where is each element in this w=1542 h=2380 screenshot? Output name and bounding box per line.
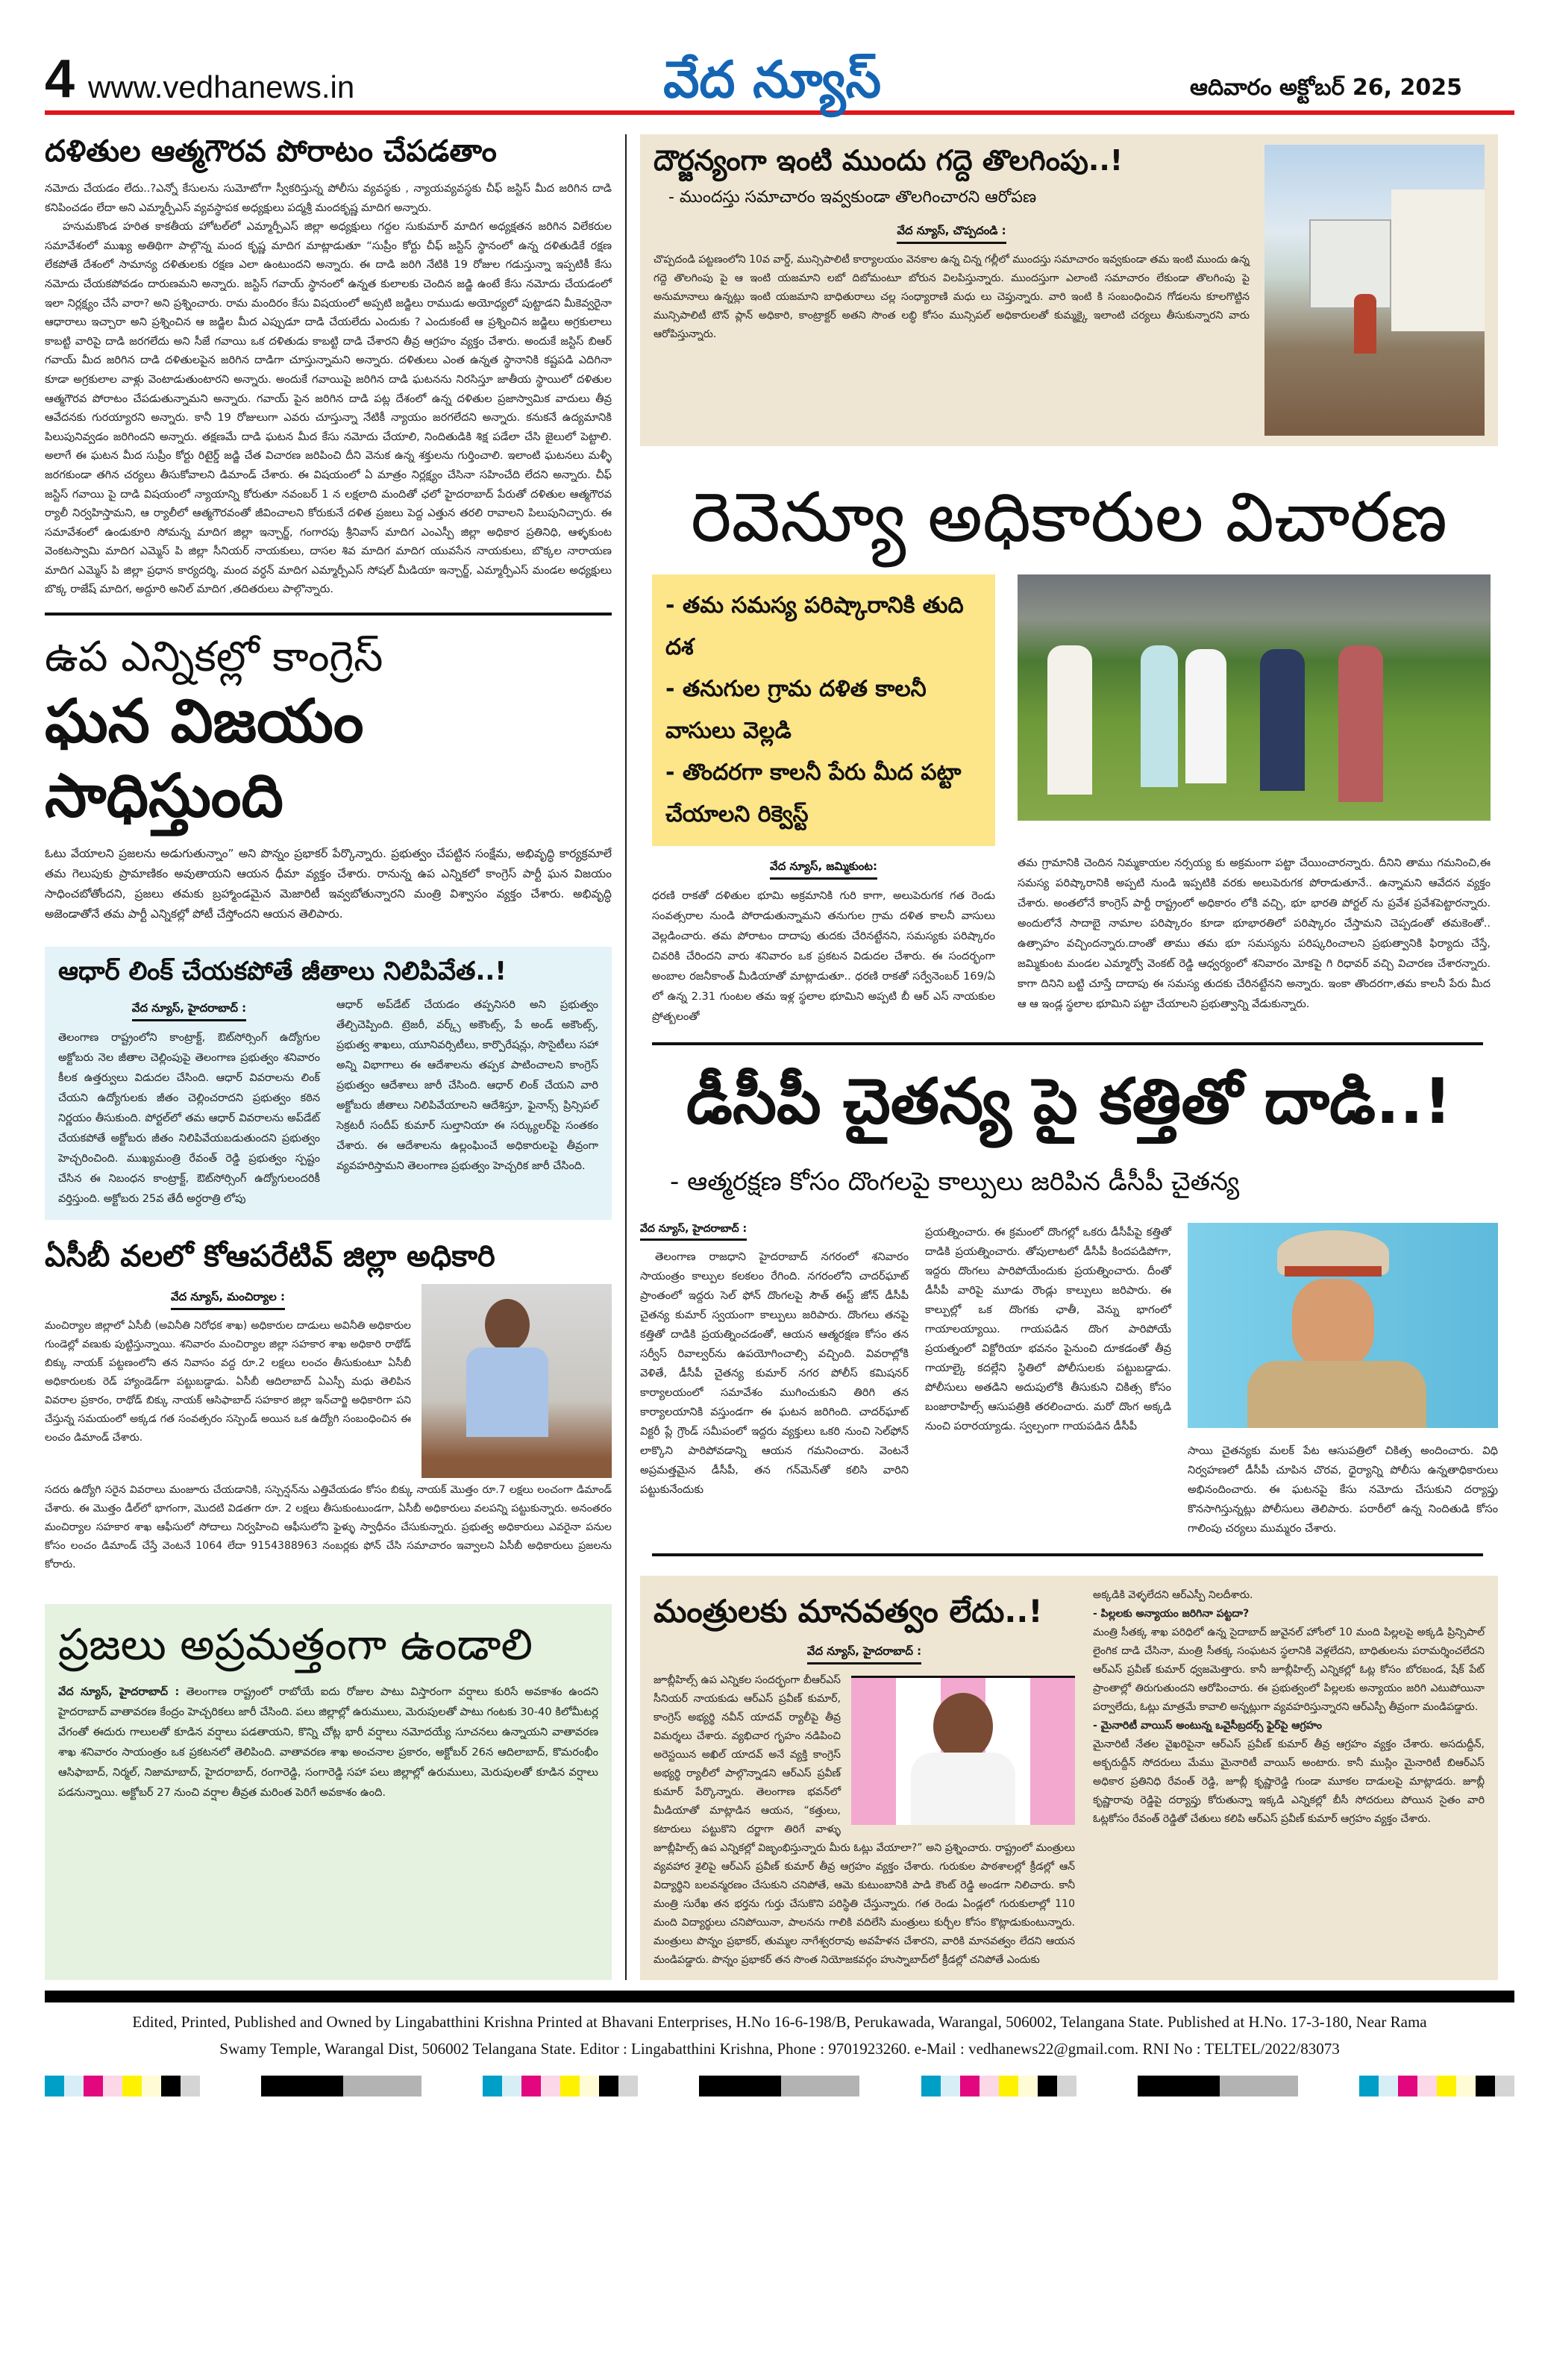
- headline-dcp: డీసీపీ చైతన్య పై కత్తితో దాడి..!: [686, 1065, 1452, 1138]
- revenue-body-col1: [652, 854, 995, 1027]
- article-acb: [45, 1239, 612, 1574]
- headline: మంత్రులకు మానవత్వం లేదు..!: [654, 1593, 1043, 1629]
- article-dalit: [45, 134, 612, 599]
- headline: దౌర్జన్యంగా ఇంటి ముందు గద్దె తొలగింపు..!: [654, 144, 1123, 177]
- byline: వేద న్యూస్, హైదరాబాద్ :: [640, 1223, 747, 1241]
- right-column: [640, 134, 1498, 1980]
- masthead: [45, 30, 1514, 110]
- article-body: ప్రయత్నించారు. ఈ క్రమంలో దొంగల్లో ఒకరు డీసీపీపై కత్తితో దాడికి ప్రయత్నించారు. తోపులాటలో డీసీపీ కిందపడిపోగా, ఇద్దరు దొంగలు పారిపోయేందుకు ప్రయత్నించారు. దీంతో డీసీపీ వారిపై మూడు రౌండ్లు కాల్పులు జరిపారు. ఈ కాల్పుల్లో ఒక దొంగకు ఛాతీ, వెన్ను భాగంలో గాయాలయ్యాయి. గాయపడిన దొంగ పారిపోయే ప్రయత్నంలో విక్టోరియా భవనం పైనుంచి దూకడంతో తీవ్ర గాయాల్కై కదల్లేని స్థితిలో పోలీసులకు పట్టుబడ్డాడు. పోలీసులు అతడిని అదుపులోకి తీసుకుని చికిత్స కోసం బంజారాహిల్స్ ఆసుపత్రికి తరలించారు. మరో దొంగ అక్కడి నుంచి పరారయ్యాడు. స్వల్పంగా గాయపడిన డీసీపీ: [925, 1226, 1171, 1432]
- byline: వేద న్యూస్, చొప్పదండి :: [897, 224, 1006, 244]
- highlight-item: - తమ సమస్య పరిష్కారానికి తుది దశ: [665, 592, 964, 660]
- highlight-item: - తనుగుల గ్రామ దళిత కాలనీ వాసులు వెల్లడి: [665, 676, 927, 744]
- dcp-photo: [1188, 1223, 1498, 1428]
- field-inspection-photo: [1018, 574, 1491, 821]
- article-body: తెలంగాణ రాష్ట్రంలోని కాంట్రాక్ట్, ఔట్‌సోర్సింగ్ ఉద్యోగుల అక్టోబరు నెల జీతాల చెల్లింపుపై తెలంగాణ ప్రభుత్వం శనివారం కీలక ఉత్తర్వులు విడుదల చేసింది. ఆధార్ వివరాలను లింక్ చేయని ఉద్యోగులకు జీతం చెల్లించరాదని ప్రభుత్వం కఠిన నిర్ణయం తీసుకుంది. పోర్టల్‌లో తమ ఆధార్ వివరాలను అప్‌డేట్ చేయకపోతే అక్టోబరు జీతం నిలిపివేయబడుతుందని ప్రభుత్వం హెచ్చరించింది. ముఖ్యమంత్రి రేవంత్ రెడ్డి ప్రభుత్వం స్పష్టం చేసిన ఈ నిబంధన కాంట్రాక్ట్, ఔట్‌సోర్సింగ్ ఉద్యోగులందరికీ వర్తిస్తుంది. అక్టోబరు 25వ తేదీ అర్ధరాత్రి లోపు: [58, 1032, 320, 1206]
- color-registration-bar: [45, 2076, 200, 2096]
- website-url[interactable]: www.vedhanews.in: [88, 69, 355, 104]
- article-body: జూబ్లీహిల్స్ ఉప ఎన్నికల సందర్భంగా బీఆర్ఎస్ సీనియర్ నాయకుడు ఆర్ఎస్ ప్రవీణ్ కుమార్, కాంగ్రెస్ అభ్యర్థి నవీన్ యాదవ్ ర్యాలీపై తీవ్ర విమర్శలు చేశారు. వ్యభిచార గృహం నడిపించి అరెస్టయిన అఖిల్ యాదవ్ అనే వ్యక్తి కాంగ్రెస్ అభ్యర్థి ర్యాలీలో పాల్గొన్నాడని ఆర్ఎస్ ప్రవీణ్ కుమార్ పేర్కొన్నారు. తెలంగాణ భవన్‌లో మీడియాతో మాట్లాడిన ఆయన, “కత్తులు, కటారులు పట్టుకొని దర్జాగా తిరిగే వాళ్ళు జూబ్లీహిల్స్ ఉప ఎన్నికల్లో విజృంభిస్తున్నారు మీరు ఓట్లు వేయాలా?” అని ప్రశ్నించారు. రాష్ట్రంలో మంత్రులు వ్యవహార శైలిపై ఆర్ఎస్ ప్రవీణ్ కుమార్ తీవ్ర ఆగ్రహం వ్యక్తం చేశారు. గురుకుల పాఠశాలల్లో క్రీడల్లో ఆన్ విద్యార్థిని బలవన్మరణం చేసుకుని చనిపోతే, ఆమె కుటుంబానికి పాడి కౌంట్ రెడ్డి అండగా నిలిచారు. కానీ మంత్రి సురేఖ తన భర్తను గుర్తు చేసుకొని పరిస్థితి చేస్తున్నారు. గత రెండు ఏండ్లలో గురుకులాల్లో 110 మంది విద్యార్థులు చనిపోయినా, పాలనను గాలికి వదిలేసి మంత్రులు కుర్చీల కోసం కొట్లాడుకుంటున్నారు. మంత్రులు పొన్నం ప్రభాకర్, తుమ్మల నాగేశ్వరరావు అవహేళన చేశారని, వారికి మానవత్వం లేదని ఆయన మండిపడ్డారు. పొన్నం ప్రభాకర్ తన సొంత నియోజకవర్గం హుస్నాబాద్‌లో క్రీడల్లో చనిపోతే ఎందుకు: [654, 1674, 1075, 1967]
- revenue-highlights: [652, 574, 995, 846]
- acb-officer-photo: [421, 1284, 612, 1478]
- color-registration-bar: [699, 2076, 859, 2096]
- section-rule: [652, 1553, 1483, 1556]
- article-aadhaar: [45, 947, 612, 1220]
- highlight-item: - తొందరగా కాలనీ పేరు మీద పట్టా చేయాలని రిక్వెస్ట్: [665, 760, 962, 827]
- article-congress: [45, 630, 612, 924]
- headline: దళితుల ఆత్మగౌరవ పోరాటం చేపడతాం: [45, 134, 497, 169]
- page-number: 4: [45, 49, 75, 109]
- color-registration-bar: [261, 2076, 421, 2096]
- headline: ప్రజలు అప్రమత్తంగా ఉండాలి: [58, 1619, 533, 1670]
- byline: వేద న్యూస్, జమ్మికుంట:: [770, 859, 877, 880]
- article-body: మంత్రి సీతక్క శాఖ పరిధిలో ఉన్న సైదాబాద్ జువైనల్ హోంలో 10 మంది పిల్లలపై అక్కడి ప్రిన్సిపాల్ లైంగిక దాడి చేసినా, మంత్రి సీతక్క సంఘటన స్థలానికి వెళ్లలేదని, బాధితులను పరామర్శించలేదని ఆర్ఎస్ ప్రవీణ్ కుమార్ ధ్వజమెత్తారు. కానీ జూబ్లీహిల్స్ ఎన్నికల్లో ఓట్ల కోసం బోరబండ, షేక్ పేట్ ప్రాంతాల్లో తిరుగుతుందని ఆరోపించారు. ఈ ప్రభుత్వంలో పిల్లలకు అన్యాయం జరిగి ఎటుపోయినా పర్వాలేదు, ఓట్లు మాత్రమే కావాలి అన్నట్లుగా వ్యవహరిస్తున్నారని ఆర్ఎస్పీ తీవ్రంగా మండిపడ్డారు.: [1093, 1626, 1485, 1713]
- headline-revenue: రెవెన్యూ అధికారుల విచారణ: [690, 477, 1447, 557]
- article-body: చొప్పదండి పట్టణంలోని 10వ వార్డ్, మున్సిపాలిటీ కార్యాలయం వెనకాల ఉన్న చిన్న గల్లీలో ముందస్తు సమాచారం ఇవ్వకుండా తమ ఇంటి ముందు ఉన్న గద్దె తొలగింపు పై ఆ ఇంటి యజమాని లబో దిబోమంటూ బోరున విలపిస్తున్నారు. ముందస్తుగా ఎలాంటి సమాచారం లేకుండా తొలగింపు పై అనుమానాలు ఉన్నట్లు ఇంటి యజమాని బాధితురాలు చల్ల సంధ్యారాణి మధు లు చెప్తున్నారు. వారి ఇంటి కి సంబంధించిన గోడలను కూలగొట్టిన మున్సిపాలిటీ టౌన్ ప్లాన్ అధికారి, కాంట్రాక్టర్ అతని సొంత లబ్ధి కోసం మున్సిపల్ అధికారులతో కుమ్మక్కై ఇలాంటి చర్యలు తీసుకున్నారని వారు ఆరోపిస్తున్నారు.: [654, 253, 1250, 340]
- article-body: ఓటు వేయాలని ప్రజలను అడుగుతున్నాం” అని పొన్నం ప్రభాకర్ పేర్కొన్నారు. ప్రభుత్వం చేపట్టిన సంక్షేమ, అభివృద్ధి కార్యక్రమాలే తమ గెలుపుకు ప్రామాణికం అవుతాయని ఆయన ధీమా వ్యక్తం చేశారు. రానున్న ఉప ఎన్నికలో కాంగ్రెస్ పార్టీ ఘన విజయం సాధించబోతోందని, ప్రజలు తమకు బ్రహ్మాండమైన మెజారిటీ ఇవ్వబోతున్నారని మంత్రి విశ్వాసం వ్యక్తం చేశారు. అభివృద్ధి అజెండాతోనే తమ పార్టీ ఎన్నికల్లో పోటీ చేస్తోందని ఆయన తెలిపారు.: [45, 847, 612, 921]
- byline: వేద న్యూస్, మంచిర్యాల :: [171, 1290, 285, 1310]
- edition-date: ఆదివారం అక్టోబర్ 26, 2025: [1190, 75, 1462, 101]
- article-body: తెలంగాణ రాష్ట్రంలో రాబోయే ఐదు రోజుల పాటు విస్తారంగా వర్షాలు కురిసే అవకాశం ఉందని హైదరాబాద్ వాతావరణ కేంద్రం హెచ్చరికలు జారీ చేసింది. పలు జిల్లాల్లో ఉరుములు, మెరుపులతో పాటు గంటకు 30-40 కిలోమీటర్ల వేగంతో ఈదురు గాలులతో కూడిన వర్షాలు పడతాయని, కొన్ని చోట్ల భారీ వర్షాలు నమోదయ్యే సూచనలు ఉన్నాయని వాతావరణ శాఖ శనివారం సాయంత్రం ఒక ప్రకటనలో తెలిపింది. వాతావరణ శాఖ అంచనాల ప్రకారం, అక్టోబర్ 26న ఆదిలాబాద్, కొమరంభీం ఆసిఫాబాద్, నిర్మల్, నిజామాబాద్, హైదరాబాద్, రంగారెడ్డి, సంగారెడ్డి సహా పలు జిల్లాల్లో ఉరుములు, మెరుపులతో కూడిన వర్షాలు పడనున్నాయి. అక్టోబర్ 27 నుంచి వర్షాల తీవ్రత మరింత పెరిగే అవకాశం ఉంది.: [58, 1685, 598, 1800]
- subheadline: - ముందస్తు సమాచారం ఇవ్వకుండా తొలగించారని ఆరోపణ: [668, 187, 1037, 207]
- press-meet-photo: [851, 1676, 1075, 1825]
- footer-rule: [45, 1991, 1514, 2002]
- left-column: [45, 134, 612, 1980]
- color-registration-bar: [1138, 2076, 1298, 2096]
- article-body: మైనారిటీ నేతల వైఖరిపైనా ఆర్ఎస్ ప్రవీణ్ కుమార్ తీవ్ర ఆగ్రహం వ్యక్తం చేశారు. అసదుద్దీన్, అక్బరుద్దీన్ సోదరులు మేము మైనారిటీ వాయిస్ అంటారు. కానీ ముస్లిం మైనారిటీ బిఆర్ఎస్ అధికార ప్రతినిధి రేవంత్ రెడ్డి, జూబ్లీ కృష్ణారెడ్డి గుండా మూకల దాడులపై మాట్లాడరు. జూబ్లీ కృష్ణారావు రెడ్డిపై దర్యాప్తు కోరుతున్నా ఇక్కడి ఎన్నికల్లో బీసీ సోదరులు పోయిన సైతం వారి ఓట్లకోసం రేవంత్ రెడ్డితో చేతులు కలిపి ఆర్ఎస్ ప్రవీణ్ కుమార్ ఆగ్రహం వ్యక్తం చేశారు.: [1093, 1738, 1485, 1825]
- house-photo: [1264, 145, 1485, 436]
- byline: వేద న్యూస్, హైదరాబాద్ :: [132, 1001, 246, 1021]
- headline: ఆధార్ లింక్ చేయకపోతే జీతాలు నిలిపివేత..!: [58, 956, 507, 987]
- article-body: ఆధార్ అప్‌డేట్ చేయడం తప్పనిసరి అని ప్రభుత్వం తేల్చిచెప్పింది. ట్రెజరీ, వర్క్స్ అకౌంట్స్, పే అండ్ అకౌంట్స్, ప్రభుత్వ శాఖలు, యూనివర్సిటీలు, కార్పొరేషన్లు, సొసైటీలు సహా అన్ని విభాగాలు ఈ ఆదేశాలను తప్పక పాటించాలని కాంగ్రెస్ ప్రభుత్వం ఆదేశాలు జారీ చేసింది. ఆధార్ లింక్ చేయని వారి అక్టోబరు జీతాలు నిలిపివేయాలని ఆదేశిస్తూ, ఫైనాన్స్ ప్రిన్సిపల్ సెక్రటరీ సందీప్ కుమార్ సుల్తానియా ఈ సర్క్యులర్‌పై సంతకం చేశారు. ఈ ఆదేశాలను ఉల్లంఘించే అధికారులపై తీవ్రంగా వ్యవహరిస్తామని తెలంగాణ ప్రభుత్వం హెచ్చరిక జారీ చేసింది.: [336, 999, 598, 1173]
- subheading: - మైనారిటీ వాయిస్ అంటున్న ఒవైసీబ్రదర్స్ ఫైర్‌పై ఆగ్రహం: [1093, 1720, 1323, 1732]
- imprint-line: Edited, Printed, Published and Owned by Lingabatthini Krishna Printed at Bhavani Enterprises, H.No 16-6-198/B, Perukawada, Warangal, 506002, Telangana State. Published at H.No. 17-3-180, Near Rama: [132, 2013, 1427, 2032]
- article-body: హనుమకొండ హరిత కాకతీయ హోటల్‌లో ఎమ్మార్పీఎస్ జిల్లా అధ్యక్షులు గద్దల సుకుమార్ మాదిగ అధ్యక్షతన జరిగిన విలేకరుల సమావేశంలో ముఖ్య అతిథిగా పాల్గొన్న మంద కృష్ణ మాదిగ మాట్లాడుతూ “సుప్రీం కోర్టు చీఫ్ జస్టిస్ స్థానంలో ఉన్న దళితుడికే రక్షణ లేకపోతే దేశంలో సామాన్య దళితులకు రక్షణ ఎలా ఉంటుందని అన్నారు. ఈ దాడి జరిగి నేటికి 19 రోజుల గడుస్తున్నా ఇప్పటికీ కేసు నమోదు చేయకపోవడం దారుణమని అన్నారు. జస్టిస్ గవాయ్ స్థానంలో ఉన్నత కులాలకు చెందిన జడ్జి ఉంటే కేసు నమోదు చేయడంలో ఇలా నిర్లక్ష్యం చేసే వారా? అని ప్రశ్నించారు. రామ మందిరం కేసు విషయంలో అప్పటి జడ్జిలు రాముడు అయోధ్యలో పుట్టాడని మీకెవ్వరైనా ఆధారాలు ఇచ్చారా అని ప్రశ్నించిన ఆ జడ్జిల మీద ఎప్పుడూ దాడి చేయలేదు ఎందుకు ? ఎందుకంటే ఆ ప్రశ్నించిన జడ్జిలు అగ్రకులాలు కాబట్టి వారిపై దాడి జరగలేదు అని సీజే గవాయి ఒక దళితుడు కాబట్టి దాడి చేశారని తీవ్ర ఆగ్రహం వ్యక్తం చేశారు. అందుకే జస్టిస్ బిఆర్ గవాయ్ మీద జరిగిన దాడి దళితులపైన జరిగిన దాడిగా చూస్తున్నామని అన్నారు. దళితులు ఎంత ఉన్నత స్థానానికి కష్టపడి ఎదిగినా కూడా అగ్రకులాల వాళ్లు వెంటాడుతుంటారని అన్నారు. అందుకే గవాయిపై జరిగిన దాడి ఘటనను నిరసిస్తూ జాతీయ స్థాయిలో దళితుల ఆత్మగౌరవ పోరాటం చేపడుతున్నామని అన్నారు. గవాయ్ పైన జరిగిన దాడి పట్ల దేశంలో ఉన్న దళితుల ప్రజాస్వామిక వాదులు తీవ్ర ఆవేదనకు గురయ్యారని అన్నారు. కానీ 19 రోజులుగా ఎవరు చూస్తున్నా నేటికీ న్యాయం జరగలేదని అన్నారు. కనుకనే ఉద్యమానికి పిలుపునివ్వడం జరిగిందని అన్నారు. తక్షణమే దాడి ఘటన మీద కేసు నమోదు చేయాలి, నిందితుడికి శిక్ష పడేలా చేసి జైలులో పెట్టాలి. అలాగే ఈ ఘటన మీద సుప్రీం కోర్టు రిటైర్డ్ జడ్జి చేత విచారణ జరిపించి దీని వెనుక ఉన్న శక్తులను గుర్తించాలి. ఇలాంటి ఘటనలు మళ్ళీ జరగకుండా తగిన చర్యలు తీసుకోవాలని డిమాండ్ చేశారు. ఈ విషయంలో ఏ మాత్రం నిర్లక్ష్యం చేసినా సహించేది లేదని అన్నారు. చీఫ్ జస్టిస్ గవాయి పై దాడి విషయంలో న్యాయాన్ని కోరుతూ నవంబర్ 1 న లక్షలాది మందితో ఛలో హైదరాబాద్ పేరుతో దళితుల ఆత్మగౌరవ ర్యాలీ నిర్వహిస్తామని, ఆ ర్యాలీలో ఆత్మగౌరవంతో జీవించాలని కోరుకునే దళిత ప్రజలు పెద్ద ఎత్తున తరలి రావాలని పిలుపునిచ్చారు. ఈ సమావేశంలో ఉండుకూరి సోమన్న మాదిగ జిల్లా ఇన్చార్జ్, గంగారపు శ్రీనివాస్ మాదిగ ఎంఎస్పీ జిల్లా అధికార ప్రతినిధి, ఆళ్ళకుంట వెంకటస్వామి మాదిగ ఎమ్మెస్ పి జిల్లా సీనియర్ నాయకులు, దాసల శివ మాదిగ మాదిగ యువసేన నాయకులు, బొక్కల నారాయణ మాదిగ ఎమ్మెస్ పి జిల్లా ప్రధాన కార్యదర్శి, మంద వర్ధన్ మాదిగ ఎమ్మార్పీఎస్ సోషల్ మీడియా ఇన్చార్జ్, ఎమ్మార్పీఎస్ మండల అధ్యక్షులు బొక్క రాజేష్ మాదిగ, అద్దూరి అనిల్ మాదిగ ,తదితరులు పాల్గొన్నారు.: [45, 220, 612, 596]
- section-rule: [45, 613, 612, 616]
- color-registration-bar: [483, 2076, 638, 2096]
- section-rule: [652, 1042, 1483, 1045]
- subheading: - పిల్లలకు అన్యాయం జరిగినా పట్టదా?: [1093, 1608, 1250, 1620]
- headline: ఏసీబీ వలలో కోఆపరేటివ్ జిల్లా అధికారి: [45, 1239, 495, 1274]
- article-body: ధరణి రాకతో దళితుల భూమి అక్రమానికి గురి కాగా, అలుపెరుగక గత రెండు సంవత్సరాల నుండి పోరాడుతున్నామని తనుగుల గ్రామ దళిత కాలనీ వాసులు వెల్లడించారు. తమ పోరాటం దాదాపు తుదకు చేరినట్టేనని, సమస్యకు పరిష్కారం చివరికి చేరిందని వారు శనివారం ఒక ప్రకటన విడుదల చేశారు. ఈ సందర్భంగా అంబాల రజనీకాంత్ మీడియాతో మాట్లాడుతూ.. ధరణి రాకతో సర్వేనెంబర్ 169/ఏ లో ఉన్న 2.31 గుంటల తమ ఇళ్ల స్థలాల భూమిని అప్పటి బీ ఆర్ ఎస్ నాయకుల ప్రోత్బలంతో: [652, 890, 995, 1023]
- article-weather: [45, 1604, 612, 1980]
- byline: వేద న్యూస్, హైదరాబాద్ :: [58, 1685, 180, 1699]
- color-registration-bar: [921, 2076, 1076, 2096]
- column-divider: [625, 134, 627, 1980]
- article-body: మంచిర్యాల జిల్లాలో ఏసీబీ (అవినీతి నిరోధక శాఖ) అధికారుల దాడులు అవినీతి అధికారుల గుండెల్లో వణుకు పుట్టిస్తున్నాయి. శనివారం మంచిర్యాల జిల్లా సహకార శాఖ అధికారి రాథోడ్ బిక్కు నాయక్ పట్టణంలోని తన నివాసం వద్ద రూ.2 లక్షలు లంచం తీసుకుంటూ ఏసీబీ అధికారులకు రెడ్ హ్యాండెడ్‌గా పట్టుబడ్డాడు. ఏసీబీ ఆదిలాబాద్ ఏఎస్పీ మధు తెలిపిన వివరాల ప్రకారం, రాథోడ్ బిక్కు నాయక్ ఆసిఫాబాద్ సహకార జిల్లా ఇన్‌చార్జి అధికారిగా పని చేస్తున్న సమయంలో అక్కడ గత సంవత్సరం సస్పెండ్ అయిన ఒక ఉద్యోగి సంబంధించిన ఈ లంచం డిమాండ్ చేశారు.: [45, 1320, 411, 1444]
- byline: వేద న్యూస్, హైదరాబాద్ :: [807, 1644, 921, 1665]
- article-gadde: [640, 134, 1498, 446]
- masthead-rule: [45, 110, 1514, 115]
- article-body: తమ గ్రామానికి చెందిన నిమ్మకాయల నర్సయ్య కు అక్రమంగా పట్టా చేయించారన్నారు. దీనిని తాము గమనించి,ఈ సమస్య పరిష్కారానికి అప్పటి నుండి ఇప్పటికి వరకు అలుపెరుగక పోరాడుతూనే.. ఉన్నామని ఆవేదన వ్యక్తం చేశారు. అంతలోనే కాంగ్రెస్ పార్టీ రాష్ట్రంలో అధికారం లోకి వచ్చి, భూ భారతి పోర్టల్ ను ప్రవేశ ప్రవేశపెట్టారన్నారు. అందులోనే సాదాబై నామాల పరిష్కారం కూడా భూభారతిలో పరిష్కారం చేస్తామని చెప్పడంతో తమకెంతో.. ఉత్సాహం వచ్చిందన్నారు.దాంతో తాము తమ భూ సమస్యను పరిష్కరించాలని ప్రభుత్వానికి ఫిర్యాదు చేస్తే, జమ్మికుంట మండల ఎమ్మార్వో వెంకట్ రెడ్డి ఆధ్వర్యంలో శనివారం మోకపై గి రిధావర్ వచ్చి విచారణ చేశారన్నారు. కాగా దినిని బట్టి చూస్తే దాదాపు ఈ సమస్య తుదకు చేరినట్టేనని అన్నారు. ఇంకా తొందరగా,తమ కాలనీ పేరు మీద ఆ ఆ ఇండ్ల స్థలాల భూమిని పట్టా చేయాలని ప్రభుత్వాన్ని వేడుకున్నారు.: [1018, 857, 1491, 1010]
- article-body: సదరు ఉద్యోగి సరైన వివరాలు మంజూరు చేయడానికి, సస్పెన్షన్‌ను ఎత్తివేయడం కోసం బిక్కు నాయక్ మొత్తం రూ.7 లక్షలు లంచంగా డిమాండ్ చేశారు. ఈ మొత్తం డీల్‌లో భాగంగా, మొదటి విడతగా రూ. 2 లక్షలు తీసుకుంటుండగా, ఏసీబీ అధికారులు వలపన్ని పట్టుకున్నారు. అనంతరం మంచిర్యాల సహకార శాఖ ఆఫీసులో సోదాలు నిర్వహించి ఆఫీసులోని ఫైళ్ళు స్వాధీనం చేసుకున్నారు. ప్రభుత్వ అధికారులు ఎవరైనా పనుల కోసం లంచం డిమాండ్ చేస్తే వెంటనే 1064 లేదా 9154388963 నంబర్లకు ఫోన్ చేసి సమాచారం ఇవ్వాలని ఏసీబీ అధికారులు ప్రజలను కోరారు.: [45, 1484, 612, 1571]
- article-body: తెలంగాణ రాజధాని హైదరాబాద్ నగరంలో శనివారం సాయంత్రం కాల్పుల కలకలం రేగింది. నగరంలోని చాదర్‌ఘాట్ ప్రాంతంలో ఇద్దరు సెల్ ఫోన్ దొంగలపై సౌత్ ఈస్ట్ జోన్ డీసీపీ చైతన్య కుమార్ స్వయంగా కాల్పులు జరిపారు. దొంగలు తనపై కత్తితో దాడికి ప్రయత్నించడంతో, ఆయన ఆత్మరక్షణ కోసం తన సర్వీస్ రివాల్వర్‌ను ఉపయోగించాల్సి వచ్చింది. వివరాల్లోకి వెళితే, డీసీపీ చైతన్య కుమార్ నగర పోలీస్ కమిషనర్ కార్యాలయంలో సమావేశం ముగించుకుని తిరిగి తన కార్యాలయానికి వస్తుండగా ఈ ఘటన జరిగింది. చాదర్‌ఘాట్ విక్టరీ ప్లే గ్రౌండ్ సమీపంలో ఇద్దరు వ్యక్తులు ఒకరి నుంచి సెల్‌ఫోన్ లాక్కొని పారిపోవడాన్ని ఆయన గమనించారు. వెంటనే అప్రమత్తమైన డీసీపీ, తన గన్‌మెన్‌తో కలిసి వారిని పట్టుకునేందుకు: [640, 1250, 909, 1496]
- article-body: అక్కడికి వెళ్ళలేదని ఆర్ఎస్పీ నిలదీశారు.: [1093, 1589, 1253, 1601]
- headline: ఘన విజయం సాధిస్తుంది: [45, 686, 364, 831]
- revenue-body: [640, 854, 1498, 1027]
- imprint-line: Swamy Temple, Warangal Dist, 506002 Telangana State. Editor : Lingabatthini Krishna, Phone : 9701923260. e-Mail : vedhanews22@gmail.com. RNI No : TELTEL/2022/83073: [219, 2040, 1340, 2058]
- subheadline-dcp: - ఆత్మరక్షణ కోసం దొంగలపై కాల్పులు జరిపిన డీసీపీ చైతన్య: [670, 1167, 1240, 1197]
- newspaper-logo: వేద న్యూస్: [663, 51, 882, 110]
- color-registration-bar: [1359, 2076, 1514, 2096]
- article-ministers: [640, 1576, 1498, 1980]
- dcp-body-col3: [1188, 1223, 1498, 1538]
- dcp-body: [640, 1223, 1498, 1538]
- article-body: సాయి చైతన్యకు మలక్ పేట ఆసుపత్రిలో చికిత్స అందించారు. విధి నిర్వహణలో డీసీపీ చూపిన చొరవ, ధైర్యాన్ని పోలీసు ఉన్నతాధికారులు అభినందించారు. ఈ ఘటనపై కేసు నమోదు చేసుకుని దర్యాప్తు కొనసాగిస్తున్నట్లు పోలీసులు తెలిపారు. పరారీలో ఉన్న నిందితుడి కోసం గాలింపు చర్యలు ముమ్మరం చేశారు.: [1188, 1444, 1498, 1535]
- dcp-body-col2: [925, 1223, 1171, 1538]
- revenue-body-col2: [1018, 854, 1491, 1027]
- headline: ఉప ఎన్నికల్లో కాంగ్రెస్: [45, 633, 383, 682]
- revenue-media-row: [640, 574, 1498, 846]
- article-body: నమోదు చేయడం లేదు..?ఎన్నో కేసులను సుమోటోగా స్వీకరిస్తున్న పోలీసు వ్యవస్థకు , న్యాయవ్యవస్థకు చీఫ్ జస్టిస్ మీద జరిగిన దాడి కనిపించడం లేదా అని ఎమ్మార్పీఎస్ వ్యవస్థాపక అధ్యక్షులు పద్మశ్రీ మందకృష్ణ మాదిగ అన్నారు.: [45, 182, 612, 214]
- dcp-body-col1: [640, 1223, 909, 1538]
- imprint: [45, 2008, 1514, 2062]
- color-registration-strip: [45, 2076, 1514, 2096]
